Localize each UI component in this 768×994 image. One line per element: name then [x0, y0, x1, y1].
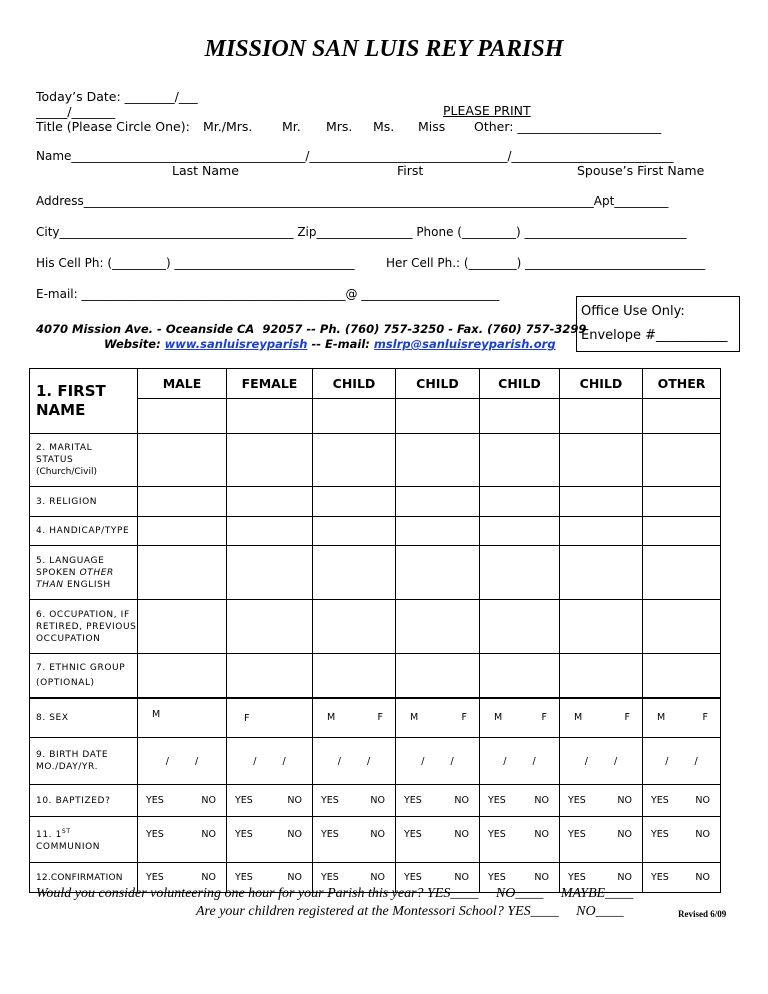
- no-option[interactable]: NO: [370, 872, 385, 883]
- language-cell[interactable]: [560, 546, 643, 600]
- ethnic-label-2: (OPTIONAL): [36, 677, 95, 688]
- col-header-male: MALE: [138, 369, 227, 399]
- date-slash: /: [503, 755, 507, 767]
- baptized-cell[interactable]: [643, 785, 721, 817]
- ethnic-cell[interactable]: [480, 654, 560, 698]
- email-field[interactable]: E-mail: ____________________________________________@ _______________________: [36, 287, 500, 301]
- yes-option[interactable]: YES: [146, 795, 164, 806]
- marital-cell[interactable]: [560, 434, 643, 487]
- row-label-religion: 3. RELIGION: [30, 487, 138, 517]
- name-field[interactable]: Name_______________________________________/_________________________________/___________________________: [36, 149, 674, 163]
- date-slash: /: [665, 755, 669, 767]
- birth-date-cell[interactable]: [227, 738, 313, 785]
- office-use-box: [576, 296, 740, 352]
- marital-cell[interactable]: [313, 434, 396, 487]
- sex-cell-child[interactable]: [396, 698, 480, 738]
- handicap-cell[interactable]: [313, 517, 396, 546]
- occupation-cell[interactable]: [138, 600, 227, 654]
- handicap-cell[interactable]: [643, 517, 721, 546]
- no-option[interactable]: NO: [454, 795, 469, 806]
- yes-option[interactable]: YES: [146, 872, 164, 883]
- handicap-cell[interactable]: [560, 517, 643, 546]
- yes-option[interactable]: YES: [404, 795, 422, 806]
- no-option[interactable]: NO: [287, 829, 302, 840]
- sex-option-m[interactable]: M: [410, 712, 419, 724]
- occupation-cell[interactable]: [396, 600, 480, 654]
- communion-cell[interactable]: [643, 817, 721, 863]
- col-header-child-2: CHILD: [396, 369, 480, 399]
- communion-cell[interactable]: [313, 817, 396, 863]
- sex-cell-child[interactable]: [313, 698, 396, 738]
- occupation-cell[interactable]: [643, 600, 721, 654]
- parish-contact-line: [104, 337, 556, 351]
- title-other-field[interactable]: Other: _______________________: [474, 119, 662, 134]
- col-header-child-3: CHILD: [480, 369, 560, 399]
- yes-option[interactable]: YES: [321, 795, 339, 806]
- yes-option[interactable]: YES: [321, 829, 339, 840]
- language-cell[interactable]: [396, 546, 480, 600]
- sex-option-m[interactable]: M: [327, 712, 336, 724]
- no-option[interactable]: NO: [287, 795, 302, 806]
- language-cell[interactable]: [227, 546, 313, 600]
- row-label-birth-date: [30, 738, 138, 785]
- birth-date-cell[interactable]: [396, 738, 480, 785]
- marital-label-3: (Church/Civil): [36, 467, 98, 477]
- sex-option-m[interactable]: M: [574, 712, 583, 724]
- no-option[interactable]: NO: [617, 829, 632, 840]
- birth-date-cell[interactable]: [480, 738, 560, 785]
- col-header-child-1: CHILD: [313, 369, 396, 399]
- col-header-other: OTHER: [643, 369, 721, 399]
- no-option[interactable]: NO: [370, 795, 385, 806]
- todays-date-field[interactable]: Today’s Date: ________/___: [36, 89, 198, 104]
- yes-option[interactable]: YES: [568, 829, 586, 840]
- yes-option[interactable]: YES: [488, 872, 506, 883]
- sex-cell-child[interactable]: [480, 698, 560, 738]
- first-name-cell[interactable]: [560, 399, 643, 434]
- baptized-cell[interactable]: [560, 785, 643, 817]
- first-name-cell[interactable]: [227, 399, 313, 434]
- yes-option[interactable]: YES: [488, 829, 506, 840]
- email-label: -- E-mail:: [307, 337, 374, 351]
- communion-cell[interactable]: [560, 817, 643, 863]
- occupation-cell[interactable]: [313, 600, 396, 654]
- no-option[interactable]: NO: [534, 872, 549, 883]
- sex-option-m[interactable]: M: [657, 712, 666, 724]
- no-option[interactable]: NO: [695, 795, 710, 806]
- baptized-cell[interactable]: [480, 785, 560, 817]
- birth-label-1: 9. BIRTH DATE: [36, 750, 109, 760]
- first-name-cell[interactable]: [480, 399, 560, 434]
- handicap-cell[interactable]: [480, 517, 560, 546]
- parish-address: 4070 Mission Ave. - Oceanside CA 92057 -- Ph. (760) 757-3250 - Fax. (760) 757-3299: [36, 322, 587, 336]
- title-option-mr[interactable]: Mr.: [282, 119, 301, 134]
- date-slash: /: [165, 755, 169, 767]
- sex-option-f[interactable]: F: [541, 712, 547, 724]
- ethnic-cell[interactable]: [643, 654, 721, 698]
- confirmation-cell[interactable]: [643, 863, 721, 893]
- volunteer-question[interactable]: Would you consider volunteering one hour for your Parish this year? YES____ NO____ MAYBE____: [36, 886, 634, 901]
- sex-option-f[interactable]: F: [702, 712, 708, 724]
- date-slash: /: [584, 755, 588, 767]
- no-option[interactable]: NO: [534, 795, 549, 806]
- first-name-label: 1. FIRST NAME: [30, 369, 138, 434]
- communion-cell[interactable]: [480, 817, 560, 863]
- email-link[interactable]: mslrp@sanluisreyparish.org: [373, 337, 556, 351]
- birth-date-cell[interactable]: [560, 738, 643, 785]
- language-label-2: SPOKEN OTHER: [36, 567, 114, 578]
- marital-label-1: 2. MARITAL: [36, 443, 93, 453]
- no-option[interactable]: NO: [370, 829, 385, 840]
- occupation-label-3: OCCUPATION: [36, 633, 101, 644]
- yes-option[interactable]: YES: [404, 829, 422, 840]
- occupation-cell[interactable]: [227, 600, 313, 654]
- ethnic-cell[interactable]: [138, 654, 227, 698]
- her-cell-field[interactable]: Her Cell Ph.: (________) ______________________________: [386, 256, 706, 270]
- date-slash: /: [614, 755, 618, 767]
- yes-option[interactable]: YES: [488, 795, 506, 806]
- row-label-ethnic: [30, 654, 138, 698]
- col-header-female: FEMALE: [227, 369, 313, 399]
- no-option[interactable]: NO: [201, 795, 216, 806]
- city-zip-phone-field[interactable]: City_______________________________________ Zip________________ Phone (_________) ___________________________: [36, 225, 687, 239]
- website-link[interactable]: www.sanluisreyparish: [164, 337, 308, 351]
- date-slash: /: [337, 755, 341, 767]
- first-name-cell[interactable]: [138, 399, 227, 434]
- no-option[interactable]: NO: [695, 872, 710, 883]
- ethnic-cell[interactable]: [227, 654, 313, 698]
- yes-option[interactable]: YES: [235, 872, 253, 883]
- occupation-cell[interactable]: [560, 600, 643, 654]
- occupation-label-2: RETIRED, PREVIOUS: [36, 621, 137, 632]
- no-option[interactable]: NO: [454, 829, 469, 840]
- communion-label-2: COMMUNION: [36, 842, 101, 852]
- communion-cell[interactable]: [138, 817, 227, 863]
- page-title: MISSION SAN LUIS REY PARISH: [204, 36, 564, 62]
- todays-date-continued[interactable]: _____/_______: [36, 104, 116, 119]
- first-name-cell[interactable]: [643, 399, 721, 434]
- his-cell-field[interactable]: His Cell Ph: (_________) ______________________________: [36, 256, 355, 270]
- no-option[interactable]: NO: [695, 829, 710, 840]
- sex-cell-male[interactable]: M: [138, 698, 227, 738]
- marital-cell[interactable]: [227, 434, 313, 487]
- language-label-3: THAN ENGLISH: [36, 579, 111, 590]
- communion-cell[interactable]: [396, 817, 480, 863]
- occupation-cell[interactable]: [480, 600, 560, 654]
- no-option[interactable]: NO: [201, 872, 216, 883]
- religion-cell[interactable]: [560, 487, 643, 517]
- row-label-sex: 8. SEX: [30, 698, 138, 738]
- sex-option-f[interactable]: F: [461, 712, 467, 724]
- montessori-question[interactable]: Are your children registered at the Montessori School? YES____ NO____: [196, 904, 624, 919]
- language-cell[interactable]: [643, 546, 721, 600]
- envelope-number-field[interactable]: Envelope #___________: [581, 328, 728, 343]
- title-label: Title (Please Circle One):: [36, 119, 190, 134]
- row-label-handicap: 4. HANDICAP/TYPE: [30, 517, 138, 546]
- sex-option-m[interactable]: M: [494, 712, 503, 724]
- please-print-note: PLEASE PRINT: [443, 103, 531, 118]
- title-option-mrs[interactable]: Mrs.: [326, 119, 353, 134]
- marital-cell[interactable]: [396, 434, 480, 487]
- religion-cell[interactable]: [643, 487, 721, 517]
- ethnic-label-1: 7. ETHNIC GROUP: [36, 662, 126, 673]
- name-sub-spouse: Spouse’s First Name: [577, 163, 705, 178]
- religion-cell[interactable]: [396, 487, 480, 517]
- no-option[interactable]: NO: [617, 795, 632, 806]
- first-name-cell[interactable]: [313, 399, 396, 434]
- row-label-marital-status: [30, 434, 138, 487]
- sex-option-f[interactable]: F: [377, 712, 383, 724]
- birth-date-cell[interactable]: [313, 738, 396, 785]
- handicap-cell[interactable]: [138, 517, 227, 546]
- handicap-cell[interactable]: [227, 517, 313, 546]
- row-label-communion: [30, 817, 138, 863]
- marital-cell[interactable]: [480, 434, 560, 487]
- ethnic-cell[interactable]: [313, 654, 396, 698]
- revision-note: Revised 6/09: [678, 909, 727, 919]
- baptized-cell[interactable]: [396, 785, 480, 817]
- handicap-cell[interactable]: [396, 517, 480, 546]
- language-label-1: 5. LANGUAGE: [36, 555, 105, 566]
- row-label-occupation: [30, 600, 138, 654]
- marital-cell[interactable]: [643, 434, 721, 487]
- yes-option[interactable]: YES: [146, 829, 164, 840]
- date-slash: /: [532, 755, 536, 767]
- website-label: Website:: [104, 337, 165, 351]
- no-option[interactable]: NO: [454, 872, 469, 883]
- yes-option[interactable]: YES: [651, 829, 669, 840]
- marital-label-2: STATUS: [36, 455, 74, 465]
- date-slash: /: [195, 755, 199, 767]
- date-slash: /: [253, 755, 257, 767]
- baptized-cell[interactable]: [138, 785, 227, 817]
- title-option-ms[interactable]: Ms.: [373, 119, 395, 134]
- baptized-cell[interactable]: [227, 785, 313, 817]
- address-field[interactable]: Address_____________________________________________________________________________________Apt_________: [36, 194, 669, 208]
- language-cell[interactable]: [480, 546, 560, 600]
- religion-cell[interactable]: [313, 487, 396, 517]
- no-option[interactable]: NO: [201, 829, 216, 840]
- yes-option[interactable]: YES: [235, 795, 253, 806]
- sex-cell-female[interactable]: F: [227, 698, 313, 738]
- no-option[interactable]: NO: [617, 872, 632, 883]
- date-slash: /: [282, 755, 286, 767]
- sex-cell-child[interactable]: [560, 698, 643, 738]
- communion-label-1: 11. 1ST: [36, 828, 71, 840]
- title-option-miss[interactable]: Miss: [418, 119, 446, 134]
- row-label-baptized: 10. BAPTIZED?: [30, 785, 138, 817]
- title-option-mr-mrs[interactable]: Mr./Mrs.: [203, 119, 253, 134]
- sex-option-f[interactable]: F: [624, 712, 630, 724]
- religion-cell[interactable]: [138, 487, 227, 517]
- sex-cell-other[interactable]: [643, 698, 721, 738]
- office-use-label: Office Use Only:: [581, 304, 685, 319]
- household-table: [29, 368, 721, 893]
- yes-option[interactable]: YES: [235, 829, 253, 840]
- date-slash: /: [694, 755, 698, 767]
- yes-option[interactable]: YES: [321, 872, 339, 883]
- row-label-confirmation: 12.CONFIRMATION: [30, 863, 138, 893]
- col-header-child-4: CHILD: [560, 369, 643, 399]
- no-option[interactable]: NO: [287, 872, 302, 883]
- yes-option[interactable]: YES: [651, 872, 669, 883]
- occupation-label-1: 6. OCCUPATION, IF: [36, 609, 130, 620]
- name-sub-first: First: [397, 163, 424, 178]
- birth-date-cell[interactable]: [643, 738, 721, 785]
- birth-date-cell[interactable]: [138, 738, 227, 785]
- ethnic-cell[interactable]: [560, 654, 643, 698]
- language-cell[interactable]: [313, 546, 396, 600]
- yes-option[interactable]: YES: [404, 872, 422, 883]
- yes-option[interactable]: YES: [568, 795, 586, 806]
- language-cell[interactable]: [138, 546, 227, 600]
- no-option[interactable]: NO: [534, 829, 549, 840]
- row-label-language: [30, 546, 138, 600]
- date-slash: /: [421, 755, 425, 767]
- yes-option[interactable]: YES: [568, 872, 586, 883]
- religion-cell[interactable]: [480, 487, 560, 517]
- religion-cell[interactable]: [227, 487, 313, 517]
- communion-cell[interactable]: [227, 817, 313, 863]
- yes-option[interactable]: YES: [651, 795, 669, 806]
- baptized-cell[interactable]: [313, 785, 396, 817]
- date-slash: /: [367, 755, 371, 767]
- birth-label-2: MO./DAY/YR.: [36, 762, 99, 772]
- first-name-cell[interactable]: [396, 399, 480, 434]
- date-slash: /: [450, 755, 454, 767]
- name-sub-last: Last Name: [172, 163, 239, 178]
- marital-cell[interactable]: [138, 434, 227, 487]
- ethnic-cell[interactable]: [396, 654, 480, 698]
